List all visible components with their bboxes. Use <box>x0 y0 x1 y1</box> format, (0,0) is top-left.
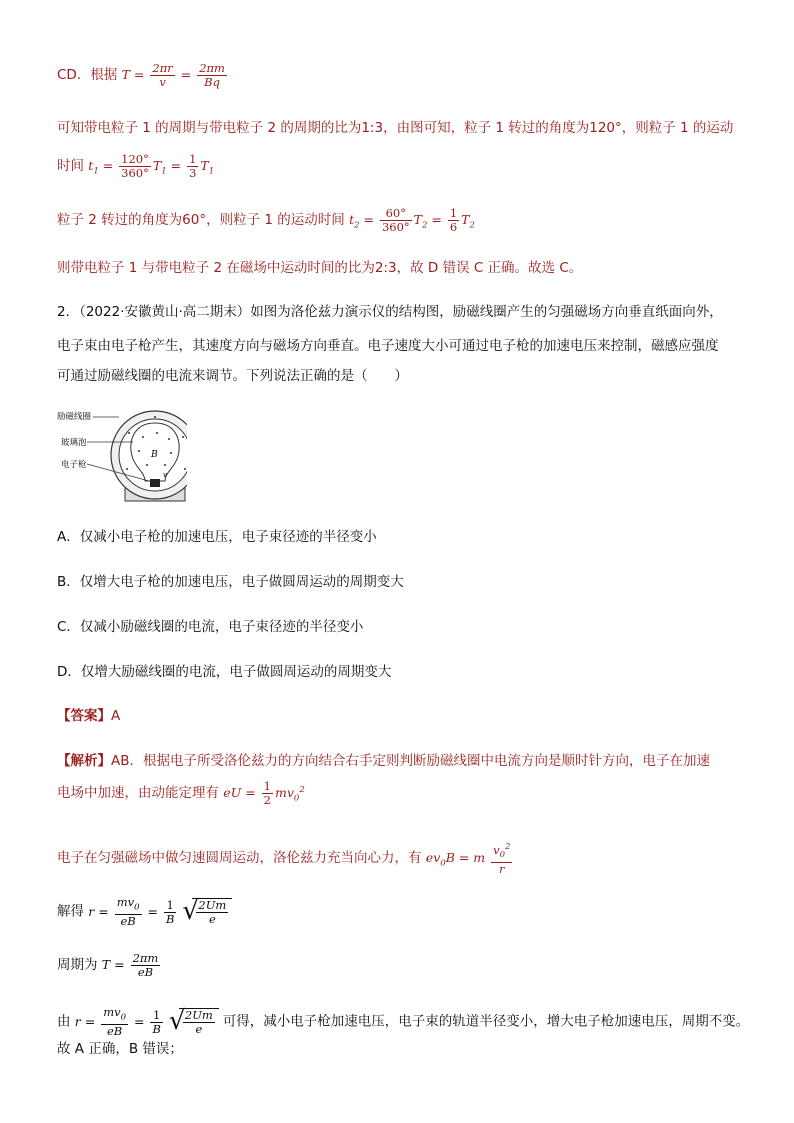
label-gun: 电子枪 <box>61 460 87 470</box>
apparatus-diagram <box>57 407 187 505</box>
analysis-line2-prefix: 电场中加速，由动能定理有 <box>57 785 219 802</box>
analysis-line-5 <box>57 952 162 979</box>
answer-line <box>57 706 120 726</box>
centripetal-formula: $ev_0B = m$ $\frac{v_0^2}{r}$ <box>425 842 511 877</box>
analysis-line-7: 故 A 正确，B 错误； <box>57 1041 183 1057</box>
analysis-line1-text: AB．根据电子所受洛伦兹力的方向结合右手定则判断励磁线圈中电流方向是顺时针方向，电子在加速 <box>111 753 710 769</box>
label-b-field: B <box>151 450 158 460</box>
label-velocity: v <box>163 471 167 479</box>
analysis-line5-prefix: 周期为 <box>57 957 98 973</box>
option-c: C．仅减小励磁线圈的电流，电子束径迹的半径变小 <box>57 619 364 635</box>
analysis-line4-prefix: 解得 <box>57 903 84 920</box>
analysis-line-2 <box>57 780 305 809</box>
question-line-2: 电子束由电子枪产生，其速度方向与磁场方向垂直。电子速度大小可通过电子枪的加速电压来控制，磁感应强度 <box>57 338 719 354</box>
time-formula-1: $t_1$ = $\frac{120^\circ}{360^\circ}$ $T_1$ = $\frac{1}{3}$ $T_1$ <box>88 152 215 180</box>
question-line-3: 可通过励磁线圈的电流来调节。下列说法正确的是（ ） <box>57 368 408 384</box>
lorentz-apparatus-figure <box>57 407 187 505</box>
cd-formula-line <box>57 62 229 89</box>
analysis-line-3 <box>57 841 514 876</box>
cd-line3-prefix: 时间 <box>57 158 84 174</box>
time-formula-2: $t_2$ = $\frac{60^\circ}{360^\circ}$ $T_2$ = $\frac{1}{6}$ $T_2$ <box>349 206 475 234</box>
analysis-label: 【解析】 <box>57 753 111 769</box>
analysis-line-1 <box>57 751 710 771</box>
option-b: B．仅增大电子枪的加速电压，电子做圆周运动的周期变大 <box>57 574 404 590</box>
cd-prefix: CD．根据 <box>57 67 118 83</box>
cd-line4-prefix: 粒子 2 转过的角度为60°，则粒子 1 的运动时间 <box>57 212 345 228</box>
answer-value: A <box>111 708 121 724</box>
period-formula-2: T = $\frac{2\pi m}{eB}$ <box>101 951 159 979</box>
analysis-line6-prefix: 由 <box>57 1013 71 1030</box>
label-bulb: 玻璃泡 <box>61 438 87 448</box>
analysis-line-6 <box>57 1006 749 1038</box>
electron-gun-body <box>150 479 160 487</box>
label-coil: 励磁线圈 <box>57 412 92 422</box>
analysis-line3-prefix: 电子在匀强磁场中做匀速圆周运动，洛伦兹力充当向心力，有 <box>57 850 422 867</box>
answer-label: 【答案】 <box>57 708 111 724</box>
question-line-1: 2．（2022·安徽黄山·高二期末）如图为洛伦兹力演示仪的结构图，励磁线圈产生的匀强磁场方向垂直纸面向外， <box>57 304 723 320</box>
period-formula: T = $\frac{2\pi r}{v}$ = $\frac{2\pi m}{Bq}$ <box>121 61 225 89</box>
cd-line-3 <box>57 153 214 182</box>
analysis-line-4 <box>57 896 232 928</box>
radius-formula: r = $\frac{mv_0}{eB}$ = $\frac{1}{B}$ √ $\frac{2Um}{e}$ <box>88 904 232 919</box>
cd-line-4 <box>57 207 475 236</box>
option-a: A．仅减小电子枪的加速电压，电子束径迹的半径变小 <box>57 529 377 545</box>
radius-formula-2: r = $\frac{mv_0}{eB}$ = $\frac{1}{B}$ √ $\frac{2Um}{e}$ <box>75 1014 223 1029</box>
option-d: D．仅增大励磁线圈的电流，电子做圆周运动的周期变大 <box>57 664 392 680</box>
cd-line-2: 可知带电粒子 1 的周期与带电粒子 2 的周期的比为1:3，由图可知，粒子 1 转过的角度为120°，则粒子 1 的运动 <box>57 120 734 136</box>
analysis-line6-suffix: 可得，减小电子枪加速电压，电子束的轨道半径变小，增大电子枪加速电压，周期不变。 <box>222 1013 750 1030</box>
cd-line-5: 则带电粒子 1 与带电粒子 2 在磁场中运动时间的比为2:3，故 D 错误 C 正确。故选 C。 <box>57 260 583 276</box>
energy-formula: eU = $\frac{1}{2}$ $mv_0^2$ <box>223 779 305 808</box>
